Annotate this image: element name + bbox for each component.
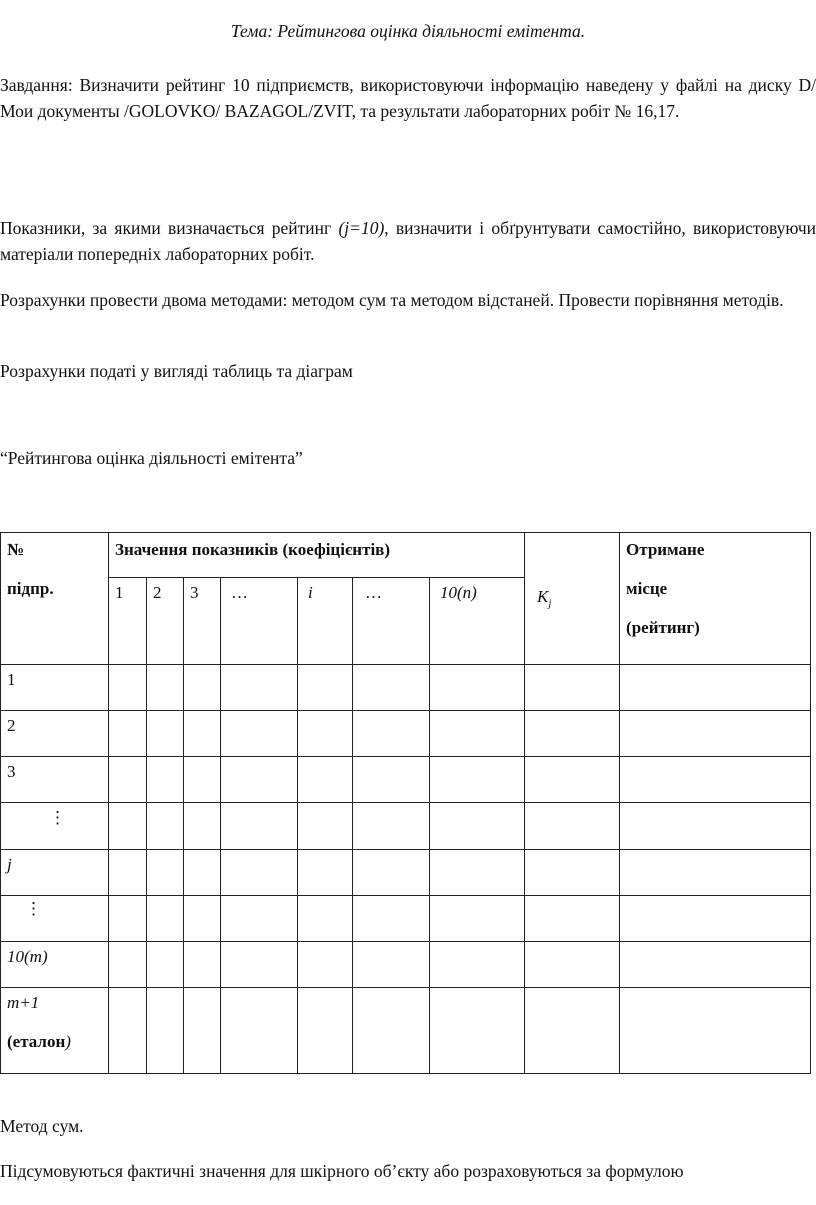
etalon-label: (еталон [7,1032,66,1052]
rank-label-line1: Отримане [626,540,705,559]
rating-table [0,532,811,1074]
row-label-3: 3 [1,757,109,803]
method-sum-heading: Метод сум. [0,1116,84,1136]
presentation-paragraph: Розрахунки податі у вигляді таблиць та діаграм [0,361,353,381]
table-caption: “Рейтингова оцінка діяльності емітента” [0,448,303,468]
header-enterprise-no [1,533,109,665]
row-label-j: j [1,850,109,896]
page-title: Тема: Рейтингова оцінка діяльності емітента. [230,21,586,41]
kj-symbol: K [537,586,549,606]
row-label-2: 2 [1,711,109,757]
row-label-etalon [1,988,109,1074]
row-label-vdots-2: ⋮ [1,896,109,942]
header-enterprise-label: підпр. [7,579,54,599]
methods-paragraph: Розрахунки провести двома методами: методом сум та методом відстаней. Провести порівняння методів. [0,290,784,310]
subheader-indicator-ellipsis-2: … [353,578,430,665]
row-label-1: 1 [1,665,109,711]
header-rank [620,533,811,665]
header-indicator-values: Значення показників (коефіцієнтів) [109,533,525,578]
header-kj [525,533,620,665]
rank-label-line2: місце [626,579,668,599]
subheader-indicator-3: 3 [184,578,221,665]
task-paragraph: Завдання: Визначити рейтинг 10 підприємств, використовуючи інформацію наведену у файлі на диску D/Мои документы /GOLOVKO/ BAZAGOL/ZVIT, та результати лабораторних робіт № 16,17. [0,75,816,122]
etalon-paren: ) [65,1032,71,1052]
subheader-indicator-n: 10(n) [430,578,525,665]
indicators-text-before: Показники, за якими визначається рейтинг [0,218,339,238]
rank-label-line3: (рейтинг) [626,617,700,637]
etalon-index: m+1 [7,993,40,1012]
subheader-indicator-i: i [298,578,353,665]
indicators-formula: (j=10) [338,218,385,238]
method-sum-text: Підсумовуються фактичні значення для шкірного об’єкту або розраховуються за формулою [0,1161,684,1181]
row-label-m: 10(m) [1,942,109,988]
indicators-text-after: , визначити і обґрунтувати самостійно, використовуючи матеріали попередніх лабораторних робіт. [0,218,816,265]
kj-subscript: j [548,597,552,610]
subheader-indicator-2: 2 [147,578,184,665]
row-label-vdots-1: ⋮ [1,803,109,850]
subheader-indicator-ellipsis-1: … [221,578,298,665]
subheader-indicator-1: 1 [109,578,147,665]
indicators-paragraph [0,215,816,268]
header-no-symbol: № [7,540,25,559]
